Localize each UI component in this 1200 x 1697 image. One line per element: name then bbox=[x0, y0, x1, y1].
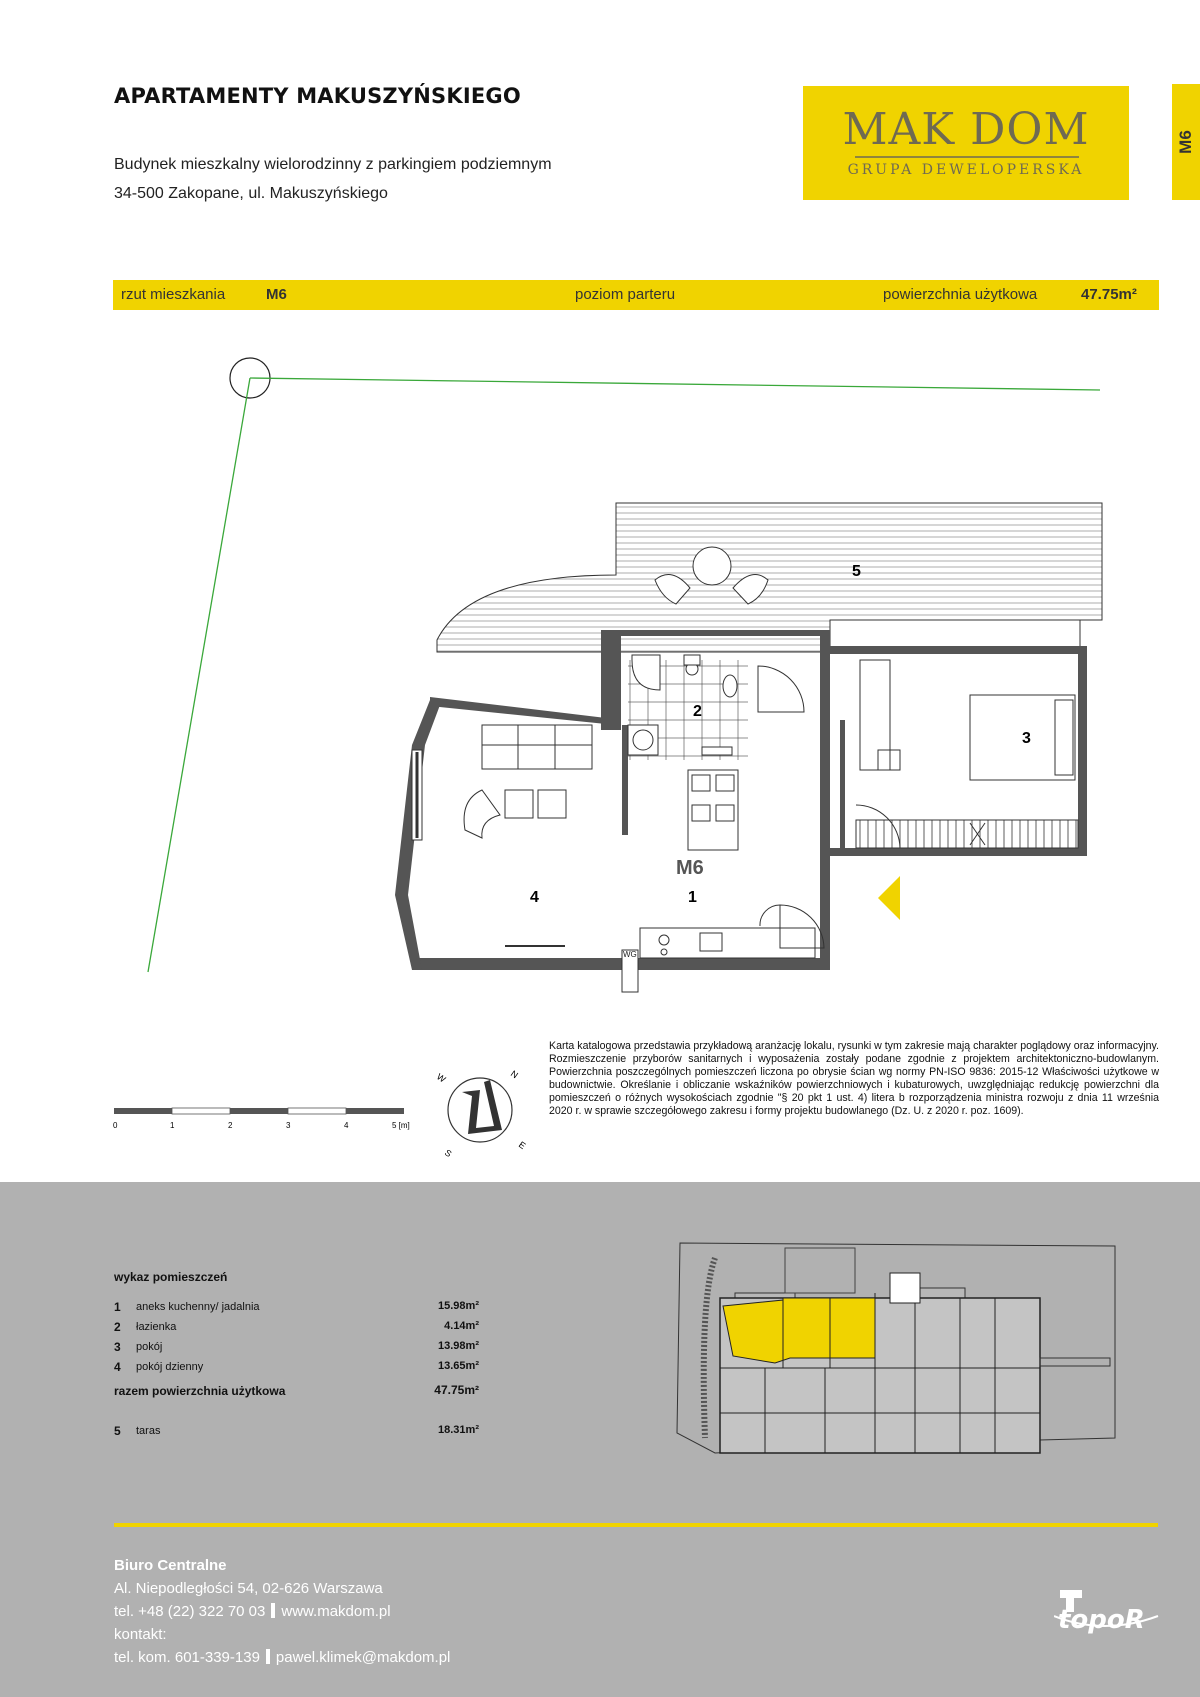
office-label: Biuro Centralne bbox=[114, 1557, 227, 1574]
room-number-3: 3 bbox=[1022, 730, 1031, 747]
topor-logo bbox=[1054, 1588, 1160, 1636]
room-area: 15.98m² bbox=[438, 1300, 479, 1312]
floor-plan bbox=[0, 330, 1200, 1010]
project-title: APARTAMENTY MAKUSZYŃSKIEGO bbox=[114, 84, 521, 108]
room-name: łazienka bbox=[136, 1321, 177, 1333]
contact-label: kontakt: bbox=[114, 1626, 167, 1643]
office-address: Al. Niepodległości 54, 02-626 Warszawa bbox=[114, 1580, 383, 1597]
separator bbox=[266, 1649, 270, 1664]
wg-label: WG bbox=[623, 950, 637, 959]
room-row bbox=[114, 1360, 479, 1376]
room-name: pokój bbox=[136, 1341, 163, 1353]
room-number-4: 4 bbox=[530, 889, 539, 906]
plan-value: M6 bbox=[266, 286, 287, 303]
room-area: 13.98m² bbox=[438, 1340, 479, 1352]
terrace-number: 5 bbox=[114, 1424, 121, 1438]
total-area: 47.75m² bbox=[434, 1383, 479, 1397]
room-number-5: 5 bbox=[852, 563, 861, 580]
room-name: aneks kuchenny/ jadalnia bbox=[136, 1301, 260, 1313]
architect-logo-text: topoR bbox=[1058, 1605, 1145, 1635]
compass-w: W bbox=[434, 1071, 448, 1085]
room-name: pokój dzienny bbox=[136, 1361, 204, 1373]
room-area: 4.14m² bbox=[444, 1320, 479, 1332]
disclaimer-note: Karta katalogowa przedstawia przykładową aranżację lokalu, rysunki w tym zakresie mają charakter poglądowy oraz informacyjny. Rozmieszczenie przyborów sanitarnych i wyposażenia zostały podane zgodnie z projektem architektoniczno-budowlanym. Powierzchnia poszczególnych pomieszczeń liczona po obrysie ścian wg normy PN-ISO 9836: 2015-12 Właściwości użytkowe w budownictwie. Określanie i obliczanie wskaźników powierzchniowych i kubaturowych, uwzględniając redukcję powierzchni dla pomieszczeń o różnych wysokościach zgodnie "§ 20 pkt 1 ust. 4) litera b rozporządzenia ministra rozwoju z dnia 11 września 2020 r. w sprawie szczegółowego zakresu i formy projektu budowlanego (Dz. U. z 2020 r. poz. 1609). bbox=[549, 1040, 1159, 1117]
room-number: 2 bbox=[114, 1320, 121, 1334]
compass-icon bbox=[432, 1060, 532, 1160]
scale-tick-4: 4 bbox=[344, 1121, 349, 1130]
terrace bbox=[437, 503, 1102, 652]
logo-rule bbox=[803, 154, 1129, 160]
apartment-label: M6 bbox=[676, 857, 704, 879]
building-description: Budynek mieszkalny wielorodzinny z parkingiem podziemnym bbox=[114, 156, 552, 173]
footer-divider bbox=[114, 1523, 1158, 1527]
room-row bbox=[114, 1300, 479, 1316]
room-number-1: 1 bbox=[688, 889, 697, 906]
room-number-2: 2 bbox=[693, 703, 702, 720]
contact-block bbox=[114, 1554, 450, 1669]
scale-tick-2: 2 bbox=[228, 1121, 233, 1130]
room-area: 13.65m² bbox=[438, 1360, 479, 1372]
room-row bbox=[114, 1320, 479, 1336]
logo-sub-text: GRUPA DEWELOPERSKA bbox=[847, 162, 1085, 178]
plan-label: rzut mieszkania bbox=[121, 286, 226, 303]
mobile-phone: tel. kom. 601-339-139 bbox=[114, 1649, 260, 1666]
email-link[interactable]: pawel.klimek@makdom.pl bbox=[275, 1649, 451, 1666]
rooms-heading: wykaz pomieszczeń bbox=[114, 1270, 228, 1284]
scale-tick-1: 1 bbox=[170, 1121, 175, 1130]
scale-tick-5: 5 [m] bbox=[392, 1121, 410, 1130]
area-value: 47.75m² bbox=[1081, 286, 1137, 303]
terrace-area: 18.31m² bbox=[438, 1424, 479, 1436]
total-label: razem powierzchnia użytkowa bbox=[114, 1384, 286, 1398]
compass-e: E bbox=[516, 1139, 528, 1152]
room-number: 1 bbox=[114, 1300, 121, 1314]
building-address: 34-500 Zakopane, ul. Makuszyńskiego bbox=[114, 185, 388, 202]
level-label: poziom parteru bbox=[575, 286, 676, 303]
scale-tick-0: 0 bbox=[113, 1121, 118, 1130]
room-number: 4 bbox=[114, 1360, 121, 1374]
scale-tick-3: 3 bbox=[286, 1121, 291, 1130]
room-row bbox=[114, 1340, 479, 1356]
area-label: powierzchnia użytkowa bbox=[883, 286, 1038, 303]
apartment-tab bbox=[1172, 84, 1200, 200]
website-link[interactable]: www.makdom.pl bbox=[281, 1603, 391, 1620]
office-phone: tel. +48 (22) 322 70 03 bbox=[114, 1603, 266, 1620]
terrace-name: taras bbox=[136, 1425, 161, 1437]
key-plan bbox=[675, 1238, 1125, 1460]
info-bar bbox=[113, 280, 1159, 310]
total-row bbox=[114, 1383, 479, 1399]
separator bbox=[271, 1603, 275, 1618]
apartment-tab-label: M6 bbox=[1176, 130, 1195, 154]
scale-bar bbox=[108, 1104, 418, 1140]
logo-main-text: MAK DOM bbox=[842, 104, 1090, 155]
terrace-row bbox=[114, 1424, 479, 1440]
compass-n: N bbox=[508, 1068, 520, 1081]
makdom-logo bbox=[803, 86, 1129, 200]
compass-s: S bbox=[442, 1147, 454, 1160]
room-number: 3 bbox=[114, 1340, 121, 1354]
